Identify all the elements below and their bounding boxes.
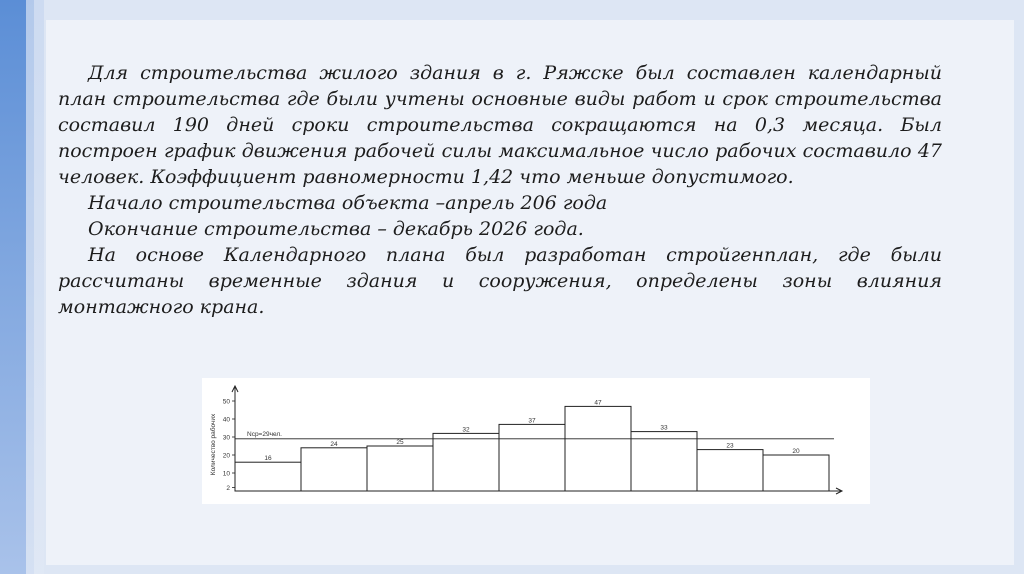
y-tick-label: 50 bbox=[222, 398, 230, 406]
bar-value-label: 47 bbox=[594, 399, 602, 407]
bar bbox=[235, 462, 301, 491]
bar bbox=[697, 450, 763, 491]
bar-value-label: 16 bbox=[264, 455, 272, 463]
bar bbox=[367, 446, 433, 491]
paragraph-end: Окончание строительства – декабрь 2026 года. bbox=[88, 218, 584, 240]
bar-value-label: 23 bbox=[726, 442, 734, 450]
workforce-chart-svg bbox=[202, 378, 870, 504]
bar-value-label: 25 bbox=[396, 439, 404, 446]
bar-value-label: 37 bbox=[528, 417, 536, 425]
y-tick-label: 10 bbox=[222, 470, 230, 478]
y-tick-label: 40 bbox=[222, 416, 230, 424]
paragraph-plan: На основе Календарного плана был разработан стройгенплан, где были рассчитаны временные здания и сооружения, определены зоны влияния монтажного крана. bbox=[58, 244, 942, 318]
bar bbox=[763, 455, 829, 491]
y-tick-label: 2 bbox=[226, 484, 230, 492]
y-tick-label: 30 bbox=[222, 434, 230, 442]
text-block bbox=[58, 60, 942, 320]
y-axis-label: Количество рабочих bbox=[210, 413, 217, 476]
paragraph-intro: Для строительства жилого здания в г. Ряжске был составлен календарный план строительства где были учтены основные виды работ и срок строительства составил 190 дней сроки строительства сокращаются на 0,3 месяца. Был построен график движения рабочей силы максимальное число рабочих составило 47 человек. Коэффициент равномерности 1,42 что меньше допустимого. bbox=[58, 62, 942, 188]
bar bbox=[433, 433, 499, 491]
y-tick-label: 20 bbox=[222, 452, 230, 460]
average-line-label: Nср=29чел. bbox=[247, 430, 282, 438]
bar-value-label: 33 bbox=[660, 424, 668, 432]
bar bbox=[301, 448, 367, 491]
bar bbox=[565, 406, 631, 491]
paragraph-start: Начало строительства объекта –апрель 206 года bbox=[88, 192, 608, 214]
workforce-chart bbox=[202, 378, 870, 504]
bar-value-label: 20 bbox=[792, 448, 800, 455]
bar-value-label: 24 bbox=[330, 440, 338, 448]
bar bbox=[631, 432, 697, 491]
bar-value-label: 32 bbox=[462, 426, 470, 434]
decorative-left-stripe bbox=[26, 0, 44, 574]
bar bbox=[499, 424, 565, 491]
